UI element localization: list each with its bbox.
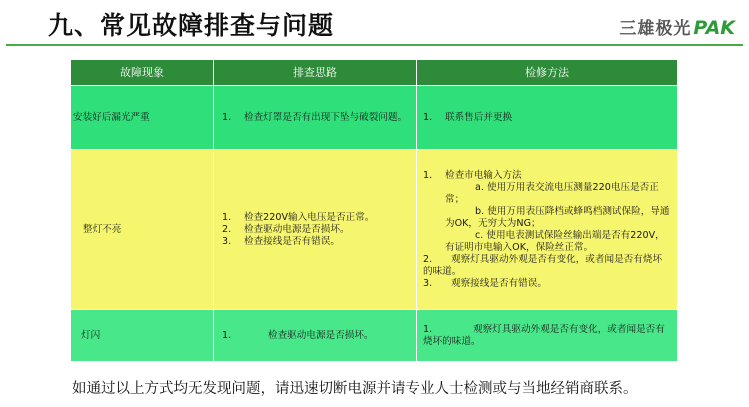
fix-step-3: [423, 278, 671, 290]
step-text: 检查灯罩是否有出现下坠与破裂问题。: [244, 111, 408, 123]
header-fix: 检修方法: [417, 60, 678, 86]
step-text: 观察灯具驱动外观是否有变化，或者闻是否有烧坏的味道。: [423, 323, 665, 347]
step-number: 3.: [222, 235, 232, 247]
step-number: 1.: [222, 111, 232, 123]
substep-b: b. 使用万用表压降档或蜂鸣档测试保险，导通 为OK，无穷大为NG；: [445, 205, 670, 229]
table-row: [71, 150, 678, 310]
step-number: 3.: [423, 277, 433, 289]
step-text: 联系售后并更换: [445, 111, 513, 123]
fix-cell: [417, 310, 678, 362]
step-number: 1.: [222, 211, 232, 223]
step-text: 检查驱动电源是否损坏。: [244, 223, 350, 235]
check-cell: [214, 150, 417, 310]
fix-substeps: [423, 182, 671, 254]
step-text: 检查接线是否有错误。: [244, 235, 340, 247]
list-item: [222, 224, 410, 236]
symptom-cell: [71, 150, 214, 310]
check-steps: [222, 212, 410, 248]
header-check: 排查思路: [214, 60, 417, 86]
troubleshooting-table: [70, 59, 678, 362]
fix-cell: [417, 86, 678, 150]
fix-cell: [417, 150, 678, 310]
table-header-row: [71, 60, 678, 86]
step-number: 1.: [423, 169, 433, 181]
list-item: [222, 212, 410, 224]
list-item: [222, 236, 410, 248]
header-symptom: 故障现象: [71, 60, 214, 86]
step-text: 观察灯具驱动外观是否有变化，或者闻是否有烧坏的味道。: [423, 253, 663, 277]
step-text: 观察接线是否有错误。: [451, 277, 547, 289]
fix-step-2: [423, 254, 671, 278]
step-text: 检查驱动电源是否损坏。: [268, 329, 374, 341]
logo-english-text: PAK: [693, 17, 735, 39]
title-divider: [6, 44, 743, 46]
check-cell: [214, 310, 417, 362]
symptom-cell: [71, 86, 214, 150]
step-number: 1.: [423, 323, 433, 335]
substep-a: a. 使用万用表交流电压测量220电压是否正常；: [445, 181, 659, 205]
symptom-text: 安装好后漏光严重: [73, 111, 150, 123]
logo-chinese-text: 三雄极光: [619, 19, 692, 39]
brand-logo: [619, 14, 735, 39]
step-number: 1.: [423, 111, 433, 123]
step-number: 2.: [222, 223, 232, 235]
symptom-text: 整灯不亮: [83, 223, 122, 235]
table-row: [71, 310, 678, 362]
fix-step-1: [423, 170, 671, 182]
step-text: 检查220V输入电压是否正常。: [244, 211, 375, 223]
step-number: 2.: [423, 253, 433, 265]
step-text: 检查市电输入方法: [445, 169, 522, 181]
symptom-text: 灯闪: [81, 329, 101, 341]
step-number: 1.: [222, 329, 232, 341]
page-title: 九、常见故障排查与问题: [48, 11, 335, 40]
check-cell: [214, 86, 417, 150]
symptom-cell: [71, 310, 214, 362]
substep-c: c. 使用电表测试保险丝输出端是否有220V，有证明市电输入OK，保险丝正常。: [445, 229, 665, 253]
footer-note: 如通过以上方式均无发现问题，请迅速切断电源并请专业人士检测或与当地经销商联系。: [72, 381, 638, 397]
table-row: [71, 86, 678, 150]
